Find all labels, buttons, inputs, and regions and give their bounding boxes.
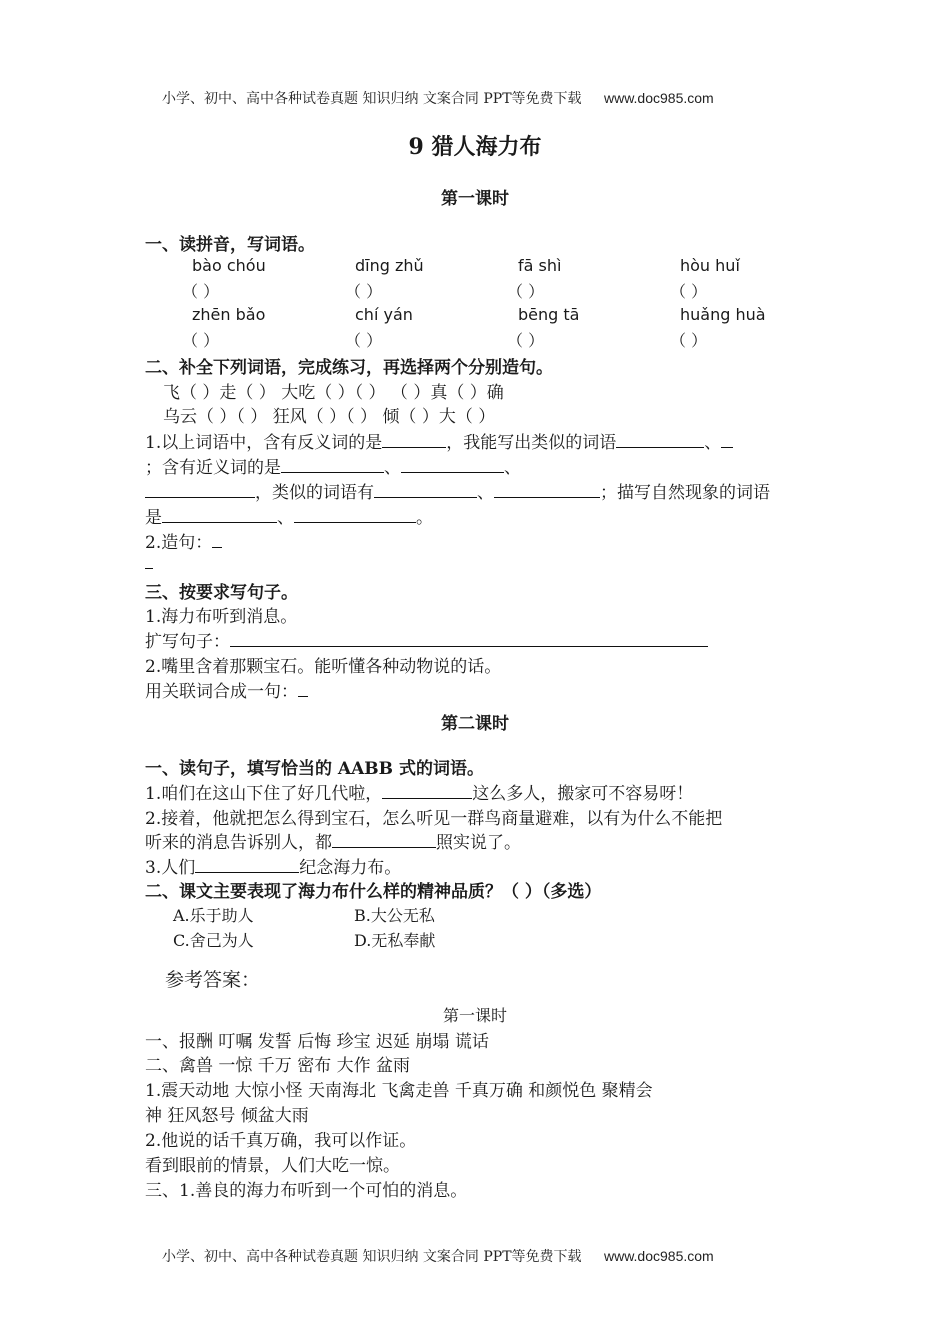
lesson1-q3-heading: 三、按要求写句子。 — [145, 583, 298, 603]
blank[interactable] — [401, 455, 504, 473]
header-url[interactable]: www.doc985.com — [603, 90, 714, 106]
blank[interactable] — [298, 679, 308, 697]
pinyin-1: bào chóu — [192, 256, 266, 275]
blank[interactable] — [382, 430, 446, 448]
q3-line2: 扩写句子： — [145, 627, 708, 652]
answer-line: 一、报酬 叮嘱 发誓 后悔 珍宝 迟延 崩塌 谎话 — [145, 1032, 489, 1052]
pinyin-6: chí yán — [355, 305, 413, 324]
header-text: 小学、初中、高中各种试卷真题 知识归纳 文案合同 PPT等免费下载 — [162, 91, 582, 107]
q2-sub2: 2.造句： — [145, 528, 222, 553]
blank[interactable] — [382, 781, 472, 799]
answer-box[interactable]: （ ） — [507, 331, 545, 350]
footer-text: 小学、初中、高中各种试卷真题 知识归纳 文案合同 PPT等免费下载 — [162, 1249, 582, 1265]
lesson2-q2-heading: 二、课文主要表现了海力布什么样的精神品质？（ ）（多选） — [145, 882, 602, 902]
q3-line1: 1.海力布听到消息。 — [145, 607, 298, 627]
answer-line: 二、禽兽 一惊 千万 密布 大作 盆雨 — [145, 1056, 411, 1076]
pinyin-3: fā shì — [518, 256, 562, 275]
blank-line[interactable] — [145, 568, 153, 569]
answer-box[interactable]: （ ） — [345, 331, 383, 350]
answer-line: 2.他说的话千真万确，我可以作证。 — [145, 1131, 417, 1151]
pinyin-8: huǎng huà — [680, 305, 766, 324]
idiom-fill-line1: 飞（ ）走（ ） 大吃（ ）（ ） （ ）真（ ）确 — [163, 383, 504, 403]
blank[interactable] — [230, 629, 708, 647]
option-b[interactable]: B.大公无私 — [354, 906, 435, 925]
blank[interactable] — [145, 480, 255, 498]
answers-heading: 参考答案： — [165, 969, 261, 991]
page-header — [162, 88, 714, 108]
answer-line: 三、1.善良的海力布听到一个可怕的消息。 — [145, 1181, 468, 1201]
q2-sub1-line2: ；含有近义词的是 、 、 — [145, 453, 521, 478]
lesson1-q1-heading: 一、读拼音，写词语。 — [145, 235, 315, 255]
answer-box[interactable]: （ ） — [345, 282, 383, 301]
blank[interactable] — [494, 480, 600, 498]
option-a[interactable]: A.乐于助人 — [173, 906, 254, 925]
blank[interactable] — [616, 430, 704, 448]
answer-line: 看到眼前的情景，人们大吃一惊。 — [145, 1156, 400, 1176]
q2-sub1-line1: 1.以上词语中，含有反义词的是 ，我能写出类似的词语 、 — [145, 428, 733, 453]
l2-q1-line2: 2.接着，他就把怎么得到宝石，怎么听见一群鸟商量避难，以有为什么不能把 — [145, 809, 723, 829]
answer-line: 1.震天动地 大惊小怪 天南海北 飞禽走兽 千真万确 和颜悦色 聚精会 — [145, 1081, 653, 1101]
option-c[interactable]: C.舍己为人 — [173, 931, 254, 950]
l2-q1-line3: 听来的消息告诉别人，都 照实说了。 — [145, 828, 521, 853]
pinyin-4: hòu huǐ — [680, 256, 740, 275]
pinyin-5: zhēn bǎo — [192, 305, 266, 324]
page-footer — [162, 1246, 714, 1266]
q2-sub1-line3: ，类似的词语有 、 ；描写自然现象的词语 — [145, 478, 770, 503]
blank[interactable] — [374, 480, 477, 498]
page-title: 9 猎人海力布 — [408, 134, 542, 160]
pinyin-7: bēng tā — [518, 305, 580, 324]
lesson1-heading: 第一课时 — [441, 189, 509, 209]
q2-sub1-line4: 是 、 。 — [145, 503, 433, 528]
blank[interactable] — [281, 455, 384, 473]
blank[interactable] — [212, 530, 222, 548]
blank[interactable] — [721, 430, 733, 448]
answer-box[interactable]: （ ） — [182, 282, 220, 301]
pinyin-2: dīng zhǔ — [355, 256, 424, 275]
blank[interactable] — [294, 505, 416, 523]
lesson1-q2-heading: 二、补全下列词语，完成练习，再选择两个分别造句。 — [145, 358, 553, 378]
answer-box[interactable]: （ ） — [507, 282, 545, 301]
q3-line4: 用关联词合成一句： — [145, 677, 308, 702]
blank[interactable] — [195, 855, 299, 873]
answer-box[interactable]: （ ） — [182, 331, 220, 350]
idiom-fill-line2: 乌云（ ）（ ） 狂风（ ）（ ） 倾（ ）大（ ） — [163, 407, 496, 427]
answer-box[interactable]: （ ） — [670, 331, 708, 350]
answer-box[interactable]: （ ） — [670, 282, 708, 301]
blank[interactable] — [332, 830, 436, 848]
answers-lesson: 第一课时 — [442, 1006, 507, 1025]
footer-url[interactable]: www.doc985.com — [603, 1248, 714, 1264]
answer-line: 神 狂风怒号 倾盆大雨 — [145, 1106, 309, 1126]
q3-line3: 2.嘴里含着那颗宝石。能听懂各种动物说的话。 — [145, 657, 502, 677]
l2-q1-line4: 3.人们 纪念海力布。 — [145, 853, 401, 878]
l2-q1-line1: 1.咱们在这山下住了好几代啦， 这么多人，搬家可不容易呀！ — [145, 779, 693, 804]
lesson2-heading: 第二课时 — [441, 714, 509, 734]
blank[interactable] — [162, 505, 277, 523]
lesson2-q1-heading: 一、读句子，填写恰当的 AABB 式的词语。 — [145, 759, 484, 779]
option-d[interactable]: D.无私奉献 — [354, 931, 436, 950]
